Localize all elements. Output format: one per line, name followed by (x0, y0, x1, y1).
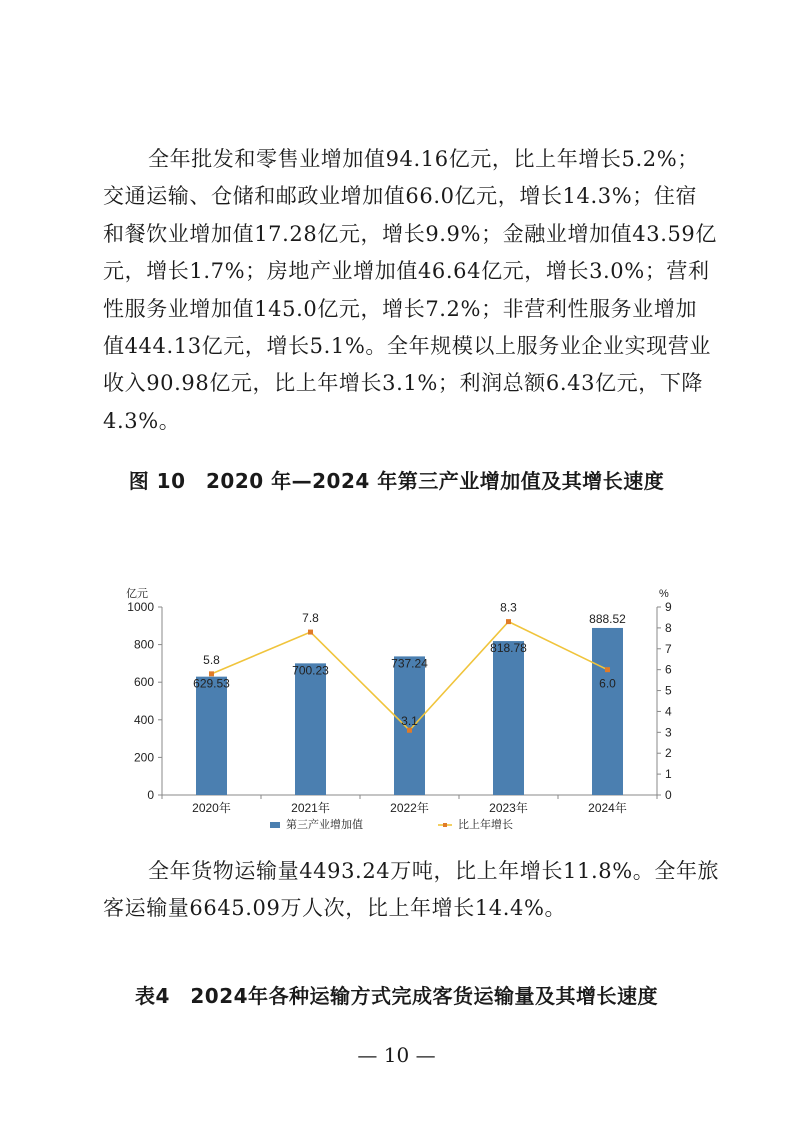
right-tick-label: 2 (665, 746, 672, 761)
left-tick-label: 400 (133, 712, 154, 727)
page-number: — 10 — (357, 1043, 436, 1067)
paragraph-line: 元，增长1.7%；房地产业增加值46.64亿元，增长3.0%；营利 (103, 259, 710, 284)
tertiary-industry-chart (100, 580, 680, 840)
line-data-label: 7.8 (302, 611, 319, 626)
bar-tertiary-value (196, 677, 227, 795)
right-tick-label: 3 (665, 725, 672, 740)
right-axis-unit: % (659, 588, 669, 600)
x-tick-label: 2024年 (588, 801, 627, 815)
figure-caption: 图 10 2020 年—2024 年第三产业增加值及其增长速度 (128, 469, 665, 493)
paragraph-line: 全年批发和零售业增加值94.16亿元，比上年增长5.2%； (148, 147, 699, 171)
left-tick-label: 800 (133, 637, 154, 652)
right-tick-label: 1 (665, 767, 672, 782)
left-tick-label: 600 (133, 675, 154, 690)
growth-rate-marker (209, 671, 214, 676)
left-tick-label: 1000 (127, 600, 154, 614)
paragraph-line: 和餐饮业增加值17.28亿元，增长9.9%；金融业增加值43.59亿 (103, 221, 717, 246)
right-tick-label: 5 (665, 683, 672, 698)
right-tick-label: 0 (665, 788, 672, 802)
x-tick-label: 2023年 (489, 801, 528, 815)
right-tick-label: 4 (665, 704, 672, 719)
bar-data-label: 818.78 (490, 641, 527, 656)
right-tick-label: 7 (665, 641, 672, 656)
paragraph-services (103, 141, 717, 440)
bar-data-label: 888.52 (589, 611, 626, 626)
paragraph-line: 全年货物运输量4493.24万吨，比上年增长11.8%。全年旅 (148, 859, 720, 883)
paragraph-line: 收入90.98亿元，比上年增长3.1%；利润总额6.43亿元，下降 (103, 371, 704, 396)
right-tick-label: 8 (665, 620, 672, 635)
bar-data-label: 700.23 (292, 663, 329, 678)
line-data-label: 8.3 (500, 600, 517, 615)
legend-line-label: 比上年增长 (458, 819, 513, 831)
table-caption: 表4 2024年各种运输方式完成客货运输量及其增长速度 (134, 984, 659, 1008)
line-data-label: 5.8 (203, 652, 220, 667)
line-data-label: 6.0 (599, 676, 616, 691)
growth-rate-marker (605, 667, 610, 672)
paragraph-line: 交通运输、仓储和邮政业增加值66.0亿元，增长14.3%；住宿 (103, 184, 698, 209)
growth-rate-marker (506, 619, 511, 624)
right-tick-label: 6 (665, 662, 672, 677)
legend-line-marker (443, 823, 447, 827)
x-tick-label: 2020年 (192, 801, 231, 815)
bar-data-label: 629.53 (193, 676, 230, 691)
legend-bar-swatch (270, 822, 280, 828)
legend-bar-label: 第三产业增加值 (286, 819, 363, 831)
paragraph-line: 值444.13亿元，增长5.1%。全年规模以上服务业企业实现营业 (103, 334, 712, 359)
growth-rate-marker (407, 728, 412, 733)
growth-rate-marker (308, 630, 313, 635)
x-tick-label: 2022年 (390, 801, 429, 815)
bar-tertiary-value (295, 663, 326, 795)
line-data-label: 3.1 (401, 714, 418, 729)
left-axis-unit: 亿元 (126, 588, 148, 600)
paragraph-line: 客运输量6645.09万人次，比上年增长14.4%。 (103, 896, 567, 921)
bar-tertiary-value (493, 641, 524, 795)
paragraph-line: 性服务业增加值145.0亿元，增长7.2%；非营利性服务业增加 (103, 296, 698, 321)
x-tick-label: 2021年 (291, 801, 330, 815)
left-tick-label: 0 (147, 788, 154, 802)
left-tick-label: 200 (133, 750, 154, 765)
bar-data-label: 737.24 (391, 656, 428, 671)
paragraph-transport (103, 853, 720, 928)
paragraph-line: 4.3%。 (103, 408, 181, 433)
right-tick-label: 9 (665, 600, 672, 614)
bar-tertiary-value (592, 628, 623, 795)
